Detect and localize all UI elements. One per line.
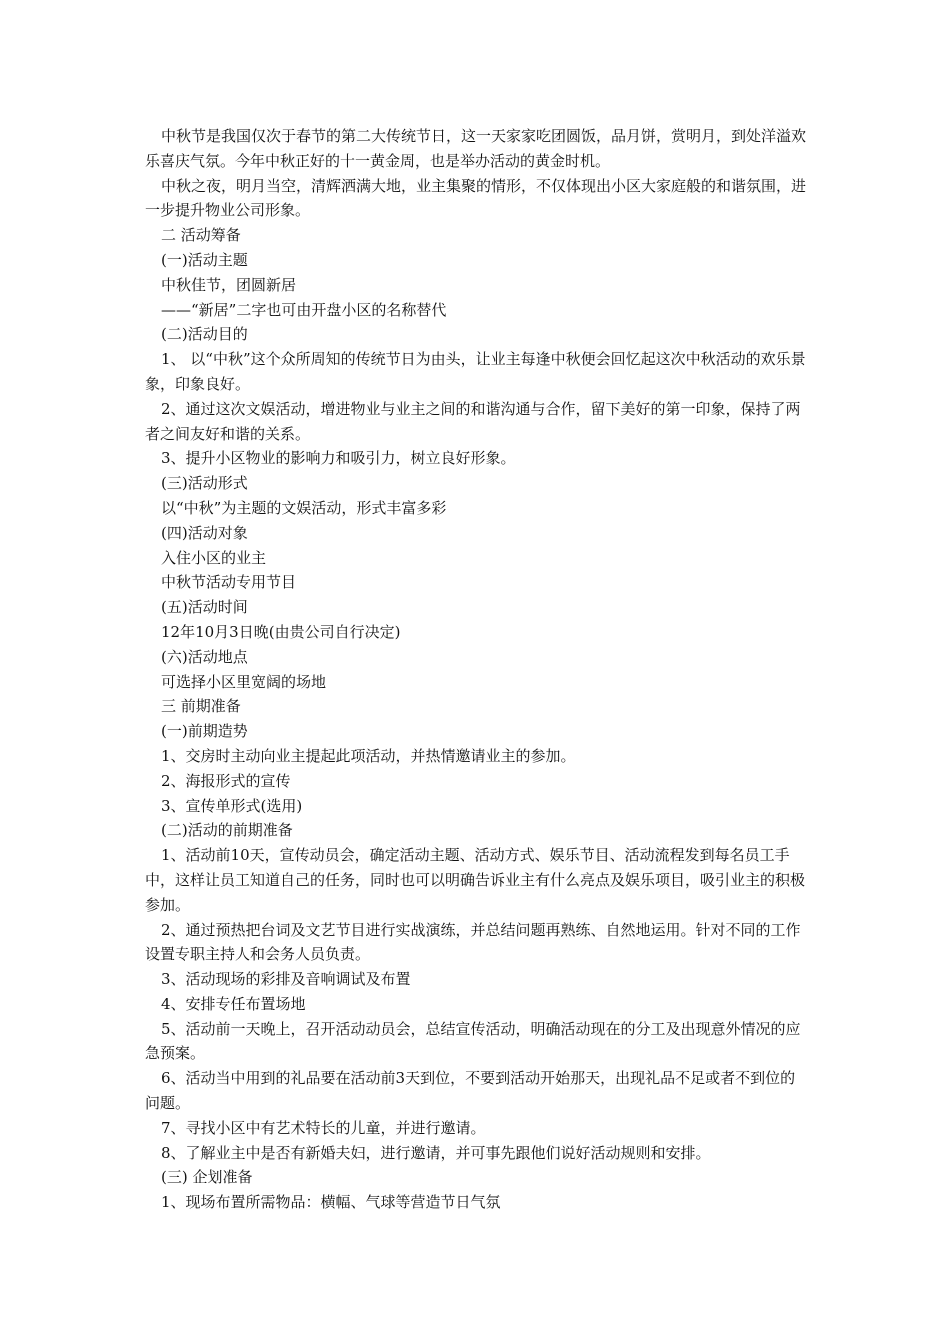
paragraph: 3、活动现场的彩排及音响调试及布置 <box>161 970 411 989</box>
paragraph: (二)活动的前期准备 <box>161 821 293 840</box>
paragraph: 以“中秋”为主题的文娱活动，形式丰富多彩 <box>161 498 447 517</box>
paragraph: 4、安排专任布置场地 <box>161 994 306 1013</box>
paragraph: 二 活动筹备 <box>161 226 241 245</box>
paragraph: 中秋节活动专用节目 <box>161 573 297 592</box>
document-body <box>145 124 810 1215</box>
paragraph: 入住小区的业主 <box>161 548 267 567</box>
paragraph: 5、活动前一天晚上，召开活动动员会，总结宣传活动，明确活动现在的分工及出现意外情况的应急预案。 <box>145 1019 801 1063</box>
paragraph: 8、了解业主中是否有新婚夫妇，进行邀请，并可事先跟他们说好活动规则和安排。 <box>161 1143 711 1162</box>
paragraph: 1、 以“中秋”这个众所周知的传统节日为由头，让业主每逢中秋便会回忆起这次中秋活动的欢乐景象，印象良好。 <box>145 350 806 393</box>
paragraph: 1、交房时主动向业主提起此项活动，并热情邀请业主的参加。 <box>161 746 576 765</box>
paragraph: (四)活动对象 <box>161 523 248 542</box>
paragraph: 3、宣传单形式(选用) <box>161 796 303 815</box>
paragraph: (三) 企划准备 <box>161 1168 253 1187</box>
paragraph: (六)活动地点 <box>161 647 248 666</box>
paragraph: 1、活动前10天，宣传动员会，确定活动主题、活动方式、娱乐节目、活动流程发到每名员工手中，这样让员工知道自己的任务，同时也可以明确告诉业主有什么亮点及娱乐项目，吸引业主的积极参加。 <box>145 846 806 914</box>
paragraph: (二)活动目的 <box>161 325 248 344</box>
paragraph: ——“新居”二字也可由开盘小区的名称替代 <box>161 300 447 319</box>
paragraph: 7、寻找小区中有艺术特长的儿童，并进行邀请。 <box>161 1118 486 1137</box>
paragraph: (一)活动主题 <box>161 250 248 269</box>
paragraph: 3、提升小区物业的影响力和吸引力，树立良好形象。 <box>161 449 516 468</box>
paragraph: 可选择小区里宽阔的场地 <box>161 672 327 691</box>
paragraph: 6、活动当中用到的礼品要在活动前3天到位，不要到活动开始那天，出现礼品不足或者不到位的问题。 <box>145 1069 796 1113</box>
paragraph: 2、通过预热把台词及文艺节目进行实战演练，并总结问题再熟练、自然地运用。针对不同的工作设置专职主持人和会务人员负责。 <box>145 920 801 964</box>
paragraph: 12年10月3日晚(由贵公司自行决定) <box>161 622 401 641</box>
paragraph: (一)前期造势 <box>161 722 248 741</box>
paragraph: 中秋之夜，明月当空，清辉洒满大地，业主集聚的情形，不仅体现出小区大家庭般的和谐氛围，进一步提升物业公司形象。 <box>145 176 807 220</box>
paragraph: (三)活动形式 <box>161 474 248 493</box>
paragraph: 中秋节是我国仅次于春节的第二大传统节日，这一天家家吃团圆饭，品月饼，赏明月，到处洋溢欢乐喜庆气氛。今年中秋正好的十一黄金周，也是举办活动的黄金时机。 <box>145 127 807 170</box>
paragraph: 三 前期准备 <box>161 697 241 716</box>
paragraph: 2、海报形式的宣传 <box>161 771 291 790</box>
paragraph: (五)活动时间 <box>161 598 248 617</box>
paragraph: 2、通过这次文娱活动，增进物业与业主之间的和谐沟通与合作，留下美好的第一印象，保持了两者之间友好和谐的关系。 <box>145 399 801 443</box>
paragraph: 中秋佳节，团圆新居 <box>161 275 297 294</box>
paragraph: 1、现场布置所需物品：横幅、气球等营造节日气氛 <box>161 1193 501 1212</box>
